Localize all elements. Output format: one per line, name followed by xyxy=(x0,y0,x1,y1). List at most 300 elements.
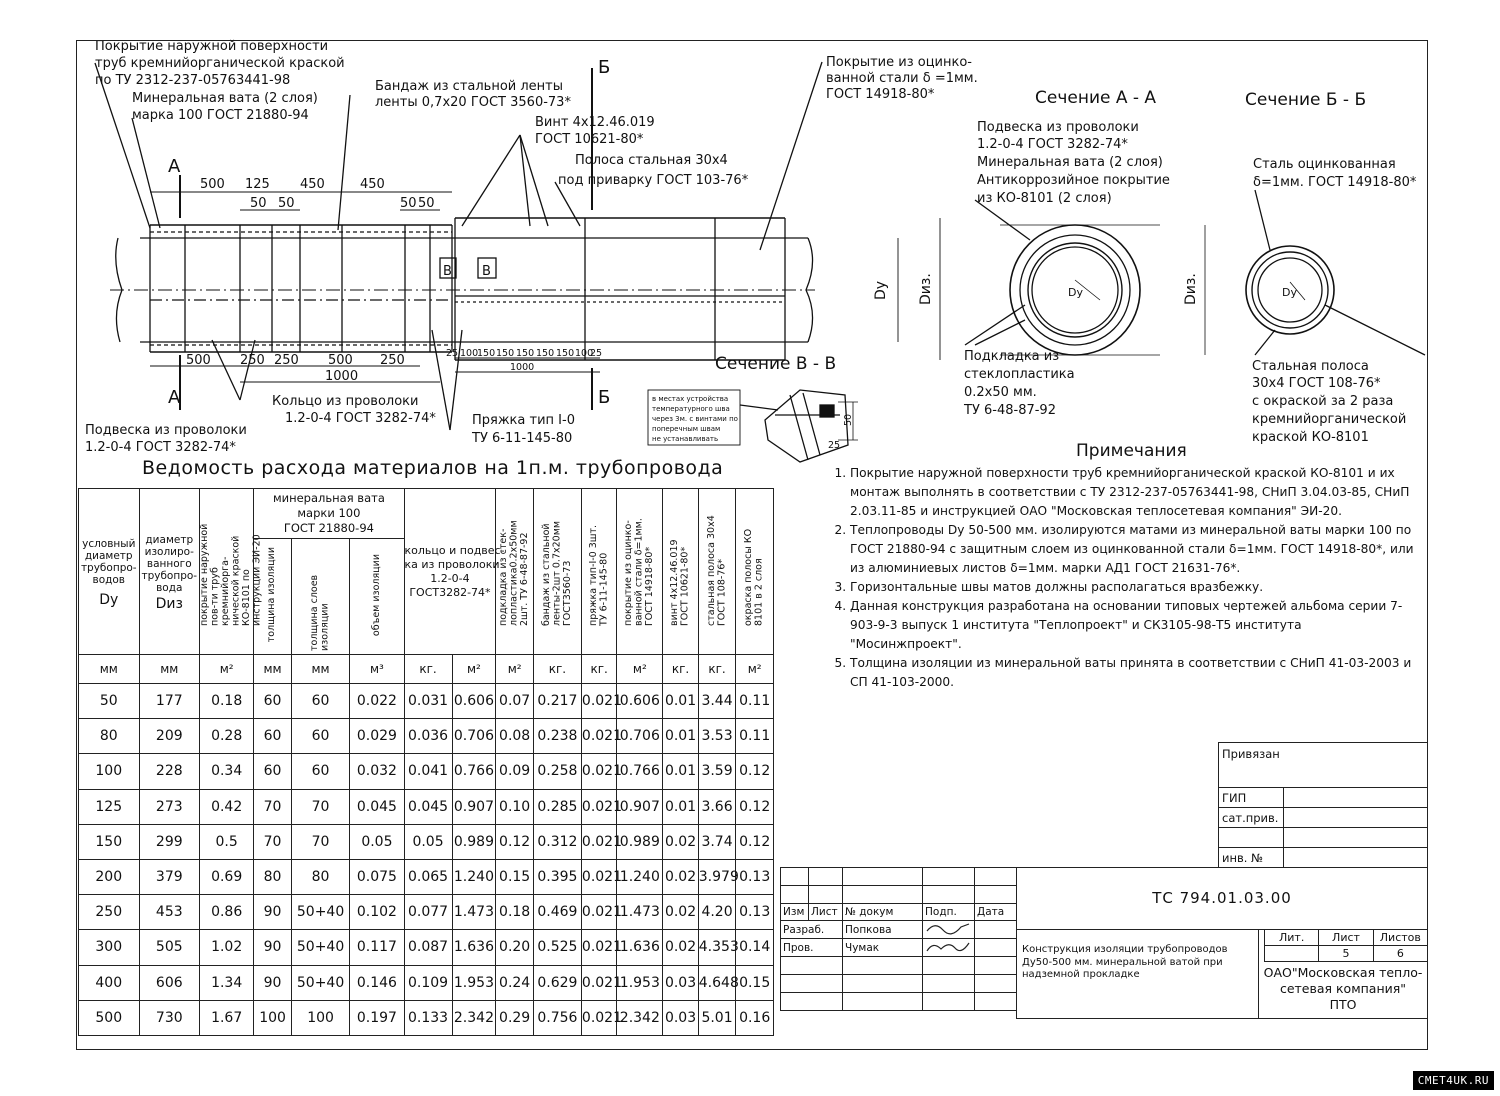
hdr-strip xyxy=(698,489,736,655)
hdr-dy-sym: Dу xyxy=(99,591,119,608)
rev-hdr-izm: Изм xyxy=(781,903,809,921)
table-cell: 3.44 xyxy=(698,684,736,719)
table-cell: 1.473 xyxy=(617,895,663,930)
dim-vv-25: 25 xyxy=(828,440,841,451)
table-cell: 228 xyxy=(139,754,200,789)
table-cell: 0.238 xyxy=(533,719,581,754)
callout-buckle-2: ТУ 6-11-145-80 xyxy=(472,431,573,446)
table-cell: 125 xyxy=(79,789,140,824)
note-item: 1. Покрытие наружной поверхности труб кремнийорганической краской КО-8101 и их монтаж выполнять в соответствии с ТУ 2312-237-05763441-98, СНиП 3.04.03-85, СНиП 2.03.11-85 и инструкцией ОАО "Московская теплосетевая компания" ЭИ-20. xyxy=(850,464,1415,521)
table-cell: 80 xyxy=(291,859,349,894)
section-bb-drawing xyxy=(1246,190,1425,355)
table-cell: 453 xyxy=(139,895,200,930)
hdr-coating xyxy=(199,489,263,655)
unit-cell: кг. xyxy=(404,655,452,684)
table-cell: 0.629 xyxy=(533,965,581,1000)
hdr-dy-2: диаметр xyxy=(84,549,133,562)
callout-strip-1: Полоса стальная 30х4 xyxy=(575,153,728,168)
table-cell: 0.021 xyxy=(581,965,616,1000)
table-cell: 90 xyxy=(254,930,292,965)
unit-cell: кг. xyxy=(698,655,736,684)
table-cell: 0.021 xyxy=(581,719,616,754)
table-cell: 0.021 xyxy=(581,824,616,859)
unit-cell: кг. xyxy=(533,655,581,684)
hdr-wool-3: ГОСТ 21880-94 xyxy=(283,521,374,535)
table-cell: 80 xyxy=(79,719,140,754)
mark-a-top: А xyxy=(168,156,181,177)
table-cell: 1.473 xyxy=(452,895,496,930)
hdr-dy-4: водов xyxy=(92,573,125,586)
table-cell: 0.907 xyxy=(452,789,496,824)
table-cell: 200 xyxy=(79,859,140,894)
table-cell: 0.766 xyxy=(617,754,663,789)
table-cell: 0.15 xyxy=(496,859,534,894)
rev-hdr-sign: Подп. xyxy=(923,903,975,921)
unit-cell: мм xyxy=(139,655,200,684)
vv-note-3: через 3м. с винтами по xyxy=(652,415,738,423)
aa-label-2: 1.2-0-4 ГОСТ 3282-74* xyxy=(977,137,1128,152)
table-cell: 0.021 xyxy=(581,859,616,894)
table-cell: 0.05 xyxy=(350,824,404,859)
hdr-screw-text: винт 4х12.46.019 ГОСТ 10621-80* xyxy=(669,539,691,626)
table-cell: 0.01 xyxy=(663,684,698,719)
hdr-paint xyxy=(736,489,774,655)
table-cell: 3.66 xyxy=(698,789,736,824)
dim-bot-250b: 250 xyxy=(274,353,299,368)
table-cell: 0.756 xyxy=(533,1000,581,1035)
binding-blank-value xyxy=(1284,828,1428,848)
dim-bot-250c: 250 xyxy=(380,353,405,368)
table-cell: 50+40 xyxy=(291,895,349,930)
table-cell: 0.021 xyxy=(581,930,616,965)
stamp-sheets xyxy=(1264,929,1428,962)
table-cell: 1.240 xyxy=(452,859,496,894)
table-cell: 0.029 xyxy=(350,719,404,754)
table-cell: 0.133 xyxy=(404,1000,452,1035)
callout-band-1: Бандаж из стальной ленты xyxy=(375,79,564,94)
unit-cell: мм xyxy=(254,655,292,684)
hdr-diz-sym: Dиз xyxy=(155,595,183,612)
table-cell: 0.217 xyxy=(533,684,581,719)
table-cell: 177 xyxy=(139,684,200,719)
hdr-wool-volume xyxy=(350,539,404,655)
rev-hdr-list: Лист xyxy=(809,903,843,921)
table-row xyxy=(79,719,774,754)
table-cell: 50 xyxy=(79,684,140,719)
table-cell: 0.109 xyxy=(404,965,452,1000)
aa-bottom-3: 0.2х50 мм. xyxy=(964,385,1037,400)
chk-role: Пров. xyxy=(781,939,843,957)
table-cell: 0.041 xyxy=(404,754,452,789)
binding-gip: ГИП xyxy=(1219,788,1284,808)
table-cell: 0.18 xyxy=(496,895,534,930)
org-line-1: ОАО"Московская тепло- xyxy=(1263,965,1423,980)
table-cell: 0.021 xyxy=(581,895,616,930)
vv-note-2: температурного шва xyxy=(652,405,730,413)
table-cell: 0.022 xyxy=(350,684,404,719)
table-cell: 0.01 xyxy=(663,789,698,824)
hdr-diz-2: изолиро- xyxy=(144,545,194,558)
table-cell: 0.045 xyxy=(350,789,404,824)
hdr-dy-3: трубопро- xyxy=(80,561,137,574)
table-cell: 0.031 xyxy=(404,684,452,719)
table-row xyxy=(79,859,774,894)
hdr-strip-text: стальная полоса 30х4 ГОСТ 108-76* xyxy=(705,515,728,626)
table-cell: 0.03 xyxy=(663,965,698,1000)
unit-cell: м³ xyxy=(350,655,404,684)
dev-role: Разраб. xyxy=(781,921,843,939)
bb-bottom-4: кремнийорганической xyxy=(1252,412,1407,427)
binding-block xyxy=(1218,742,1428,868)
table-cell: 0.146 xyxy=(350,965,404,1000)
hdr-screw xyxy=(663,489,698,655)
dim-top-125: 125 xyxy=(245,177,270,192)
table-cell: 0.13 xyxy=(736,859,774,894)
table-cell: 2.342 xyxy=(617,1000,663,1035)
table-cell: 0.12 xyxy=(736,754,774,789)
callout-wool-2: марка 100 ГОСТ 21880-94 xyxy=(132,108,309,123)
table-row xyxy=(79,930,774,965)
aa-bottom-4: ТУ 6-48-87-92 xyxy=(964,403,1056,418)
table-cell: 0.05 xyxy=(404,824,452,859)
table-cell: 60 xyxy=(254,754,292,789)
section-vv-title: Сечение В - В xyxy=(715,354,837,374)
table-cell: 0.117 xyxy=(350,930,404,965)
hdr-band xyxy=(533,489,581,655)
table-cell: 100 xyxy=(291,1000,349,1035)
vv-note-4: поперечным швам xyxy=(652,425,721,433)
dim-r-100a: 100 xyxy=(460,348,479,359)
schedule-header-row xyxy=(79,489,774,539)
dim-vv-50: 50 xyxy=(843,413,854,426)
rev-hdr-doc: № докум xyxy=(843,903,923,921)
stamp-doc-name: Конструкция изоляции трубопроводов Ду50-500 мм. минеральной ватой при надземной прокладке xyxy=(1022,944,1228,980)
hdr-coating-text: покрытие наружной пов-ти труб кремнийорга- нической краской КО-8101 по инструкции ЭИ-20 xyxy=(199,523,263,626)
hdr-wool-2: марки 100 xyxy=(297,506,361,520)
dim-top-450a: 450 xyxy=(300,177,325,192)
mark-v-right: В xyxy=(482,264,491,279)
table-cell: 4.648 xyxy=(698,965,736,1000)
table-cell: 0.29 xyxy=(496,1000,534,1035)
table-cell: 0.989 xyxy=(452,824,496,859)
rev-hdr-date: Дата xyxy=(975,903,1017,921)
table-cell: 0.102 xyxy=(350,895,404,930)
table-cell: 90 xyxy=(254,895,292,930)
dim-r-150d: 150 xyxy=(536,348,555,359)
callout-band-2: ленты 0,7х20 ГОСТ 3560-73* xyxy=(375,95,571,110)
hdr-wool-layers-text: толщина слоев изоляции xyxy=(309,574,331,651)
table-cell: 60 xyxy=(291,719,349,754)
mark-dy-aa: Dу xyxy=(1068,286,1083,299)
table-cell: 0.197 xyxy=(350,1000,404,1035)
table-cell: 250 xyxy=(79,895,140,930)
table-cell: 70 xyxy=(291,824,349,859)
table-cell: 150 xyxy=(79,824,140,859)
hdr-wool xyxy=(254,489,404,539)
table-cell: 0.706 xyxy=(452,719,496,754)
table-cell: 4.353 xyxy=(698,930,736,965)
hdr-liner xyxy=(496,489,534,655)
dim-r-25a: 25 xyxy=(446,348,459,359)
table-cell: 0.34 xyxy=(200,754,254,789)
aa-label-4: Антикоррозийное покрытие xyxy=(977,173,1170,188)
table-cell: 0.036 xyxy=(404,719,452,754)
hdr-paint-text: окраска полосы КО 8101 в 2 слоя xyxy=(743,528,765,626)
table-cell: 0.18 xyxy=(200,684,254,719)
bb-bottom-3: с окраской за 2 раза xyxy=(1252,394,1394,409)
mark-dy-bb: Dу xyxy=(1282,286,1297,299)
stamp-revisions xyxy=(780,867,1017,1011)
callout-coating-1: Покрытие наружной поверхности xyxy=(95,39,329,54)
table-cell: 0.03 xyxy=(663,1000,698,1035)
table-cell: 0.16 xyxy=(736,1000,774,1035)
mark-diz-aa: Dиз. xyxy=(1183,273,1199,305)
dim-r-150b: 150 xyxy=(496,348,515,359)
note-item: 3. Горизонтальные швы матов должны располагаться вразбежку. xyxy=(850,578,1415,597)
callout-hanger-1: Подвеска из проволоки xyxy=(85,423,247,438)
table-cell: 379 xyxy=(139,859,200,894)
table-cell: 1.636 xyxy=(617,930,663,965)
callout-screw-2: ГОСТ 10621-80* xyxy=(535,132,644,147)
hdr-diz-5: вода xyxy=(156,581,183,594)
table-cell: 0.045 xyxy=(404,789,452,824)
bb-bottom-2: 30х4 ГОСТ 108-76* xyxy=(1252,376,1381,391)
callout-galv-1: Покрытие из оцинко- xyxy=(826,55,972,70)
dim-bot-500a: 500 xyxy=(186,353,211,368)
callout-coating-3: по ТУ 2312-237-05763441-98 xyxy=(95,73,291,88)
table-cell: 0.12 xyxy=(736,824,774,859)
mark-b-top: Б xyxy=(598,57,611,78)
table-cell: 0.469 xyxy=(533,895,581,930)
dim-r-150c: 150 xyxy=(516,348,535,359)
callout-ring-1: Кольцо из проволоки xyxy=(272,394,419,409)
table-cell: 5.01 xyxy=(698,1000,736,1035)
table-cell: 1.02 xyxy=(200,930,254,965)
hdr-wool-volume-text: объем изоляции xyxy=(370,553,382,637)
hdr-diz-1: диаметр xyxy=(145,533,194,546)
table-cell: 3.74 xyxy=(698,824,736,859)
materials-schedule xyxy=(78,488,774,1036)
dim-bot-1000: 1000 xyxy=(325,369,359,384)
table-cell: 3.53 xyxy=(698,719,736,754)
binding-head: Привязан xyxy=(1219,743,1428,788)
vv-note-5: не устанавливать xyxy=(652,435,719,443)
table-cell: 0.01 xyxy=(663,719,698,754)
hdr-diz-3: ванного xyxy=(146,557,192,570)
table-cell: 0.5 xyxy=(200,824,254,859)
table-cell: 0.86 xyxy=(200,895,254,930)
schedule-body xyxy=(79,684,774,1036)
table-cell: 0.395 xyxy=(533,859,581,894)
table-cell: 0.42 xyxy=(200,789,254,824)
table-cell: 0.02 xyxy=(663,859,698,894)
table-cell: 0.02 xyxy=(663,895,698,930)
table-row xyxy=(79,684,774,719)
chk-signature xyxy=(923,939,975,957)
note-item: 5. Толщина изоляции из минеральной ваты принята в соответствии с СНиП 41-03-2003 и СП 41-103-2000. xyxy=(850,654,1415,692)
table-cell: 730 xyxy=(139,1000,200,1035)
table-cell: 0.606 xyxy=(452,684,496,719)
section-bb-title: Сечение Б - Б xyxy=(1245,90,1367,110)
hdr-ring-3: 1.2-0-4 xyxy=(430,571,470,585)
table-cell: 0.021 xyxy=(581,684,616,719)
aa-label-3: Минеральная вата (2 слоя) xyxy=(977,155,1163,170)
table-cell: 0.20 xyxy=(496,930,534,965)
table-cell: 0.766 xyxy=(452,754,496,789)
hdr-buckle-text: пряжка тип-I-0 3шт. ТУ 6-11-145-80 xyxy=(587,524,610,626)
dim-r-25b: 25 xyxy=(590,348,603,359)
hdr-ring xyxy=(404,489,505,655)
sheet-total: 6 xyxy=(1373,946,1427,962)
hdr-diz-4: трубопро- xyxy=(141,569,198,582)
table-row xyxy=(79,895,774,930)
table-cell: 0.15 xyxy=(736,965,774,1000)
hdr-dy xyxy=(79,489,140,655)
hdr-ring-1: кольцо и подвес- xyxy=(404,543,505,557)
callout-galv-2: ванной стали δ =1мм. xyxy=(826,71,978,86)
callout-ring-2: 1.2-0-4 ГОСТ 3282-74* xyxy=(285,411,436,426)
dim-bot-500b: 500 xyxy=(328,353,353,368)
dev-signature xyxy=(923,921,975,939)
table-cell: 273 xyxy=(139,789,200,824)
table-cell: 0.12 xyxy=(496,824,534,859)
table-cell: 70 xyxy=(254,824,292,859)
table-row xyxy=(79,1000,774,1035)
hdr-wool-1: минеральная вата xyxy=(272,491,385,505)
binding-inv-value xyxy=(1284,848,1428,868)
table-cell: 60 xyxy=(254,719,292,754)
table-cell: 60 xyxy=(254,684,292,719)
notes-title: Примечания xyxy=(1076,441,1187,461)
table-cell: 0.989 xyxy=(617,824,663,859)
bb-top-2: δ=1мм. ГОСТ 14918-80* xyxy=(1253,175,1417,190)
table-cell: 0.12 xyxy=(736,789,774,824)
table-cell: 60 xyxy=(291,754,349,789)
table-cell: 0.021 xyxy=(581,754,616,789)
table-cell: 400 xyxy=(79,965,140,1000)
binding-blank-label xyxy=(1219,828,1284,848)
table-row xyxy=(79,824,774,859)
hdr-wool-thick-text: толщина изоляции xyxy=(266,547,278,643)
unit-cell: м² xyxy=(200,655,254,684)
dim-top-450b: 450 xyxy=(360,177,385,192)
binding-sat-value xyxy=(1284,808,1428,828)
hdr-wool-layers xyxy=(291,539,349,655)
hdr-band-text: бандаж из стальной ленты-2шт 0.7х20мм ГОСТ3560-73 xyxy=(540,520,573,626)
table-cell: 0.706 xyxy=(617,719,663,754)
table-cell: 80 xyxy=(254,859,292,894)
table-cell: 3.59 xyxy=(698,754,736,789)
dim-bot-250a: 250 xyxy=(240,353,265,368)
table-cell: 0.312 xyxy=(533,824,581,859)
dim-r-1000: 1000 xyxy=(510,362,535,373)
table-cell: 0.08 xyxy=(496,719,534,754)
table-cell: 1.240 xyxy=(617,859,663,894)
dim-top-500: 500 xyxy=(200,177,225,192)
table-cell: 4.20 xyxy=(698,895,736,930)
sheet-hdr-total: Листов xyxy=(1373,930,1427,946)
table-cell: 50+40 xyxy=(291,965,349,1000)
table-cell: 0.606 xyxy=(617,684,663,719)
table-cell: 505 xyxy=(139,930,200,965)
table-cell: 1.67 xyxy=(200,1000,254,1035)
table-row xyxy=(79,754,774,789)
table-cell: 3.979 xyxy=(698,859,736,894)
table-cell: 0.021 xyxy=(581,789,616,824)
unit-cell: м² xyxy=(452,655,496,684)
hdr-galv-text: покрытие из оцинко- ванной стали δ=1мм. ГОСТ 14918-80* xyxy=(623,518,656,626)
dim-r-100b: 100 xyxy=(575,348,594,359)
table-cell: 0.02 xyxy=(663,930,698,965)
org-line-3: ПТО xyxy=(1329,997,1357,1012)
table-cell: 0.021 xyxy=(581,1000,616,1035)
bb-bottom-5: краской КО-8101 xyxy=(1252,430,1369,445)
table-row xyxy=(79,789,774,824)
table-cell: 0.065 xyxy=(404,859,452,894)
schedule-units-row xyxy=(79,655,774,684)
callout-coating-2: труб кремнийорганической краской xyxy=(95,56,345,71)
table-row xyxy=(79,965,774,1000)
section-aa-title: Сечение А - А xyxy=(1035,88,1157,108)
table-cell: 0.087 xyxy=(404,930,452,965)
section-aa-drawing xyxy=(965,200,1205,355)
table-cell: 0.10 xyxy=(496,789,534,824)
binding-gip-value xyxy=(1284,788,1428,808)
sheet-number: 5 xyxy=(1319,946,1373,962)
table-cell: 606 xyxy=(139,965,200,1000)
dim-top-50d: 50 xyxy=(418,196,435,211)
schedule-title: Ведомость расхода материалов на 1п.м. трубопровода xyxy=(142,457,724,479)
table-cell: 0.258 xyxy=(533,754,581,789)
hdr-ring-4: ГОСТ3282-74* xyxy=(409,585,491,599)
hdr-liner-text: подкладка из стек- лопластика0.2х50мм 2шт. ТУ 6-48-87-92 xyxy=(497,520,530,626)
callout-hanger-2: 1.2-0-4 ГОСТ 3282-74* xyxy=(85,440,236,455)
sheet-hdr-lit: Лит. xyxy=(1265,930,1319,946)
unit-cell: мм xyxy=(291,655,349,684)
dim-r-150e: 150 xyxy=(556,348,575,359)
stamp-code: ТС 794.01.03.00 xyxy=(1152,889,1292,907)
unit-cell: кг. xyxy=(663,655,698,684)
table-cell: 0.285 xyxy=(533,789,581,824)
hdr-diz xyxy=(139,489,200,655)
callout-galv-3: ГОСТ 14918-80* xyxy=(826,87,935,102)
table-cell: 0.69 xyxy=(200,859,254,894)
callout-wool-1: Минеральная вата (2 слоя) xyxy=(132,91,318,106)
table-cell: 1.34 xyxy=(200,965,254,1000)
table-cell: 0.11 xyxy=(736,684,774,719)
mark-a-bottom: А xyxy=(168,387,181,408)
table-cell: 299 xyxy=(139,824,200,859)
unit-cell: кг. xyxy=(581,655,616,684)
table-cell: 100 xyxy=(79,754,140,789)
notes-list xyxy=(830,464,1415,692)
aa-label-1: Подвеска из проволоки xyxy=(977,120,1139,135)
mark-diz: Dиз. xyxy=(918,273,934,305)
aa-bottom-1: Подкладка из xyxy=(964,349,1060,364)
table-cell: 0.28 xyxy=(200,719,254,754)
org-line-2: сетевая компания" xyxy=(1279,981,1407,996)
unit-cell: м² xyxy=(617,655,663,684)
vv-note-1: в местах устройства xyxy=(652,395,729,403)
table-cell: 300 xyxy=(79,930,140,965)
table-cell: 60 xyxy=(291,684,349,719)
stamp-organization xyxy=(1258,965,1428,1013)
watermark: СМЕТ4UK.RU xyxy=(1413,1071,1494,1090)
hdr-galv xyxy=(617,489,663,655)
table-cell: 0.13 xyxy=(736,895,774,930)
dim-top-50c: 50 xyxy=(400,196,417,211)
unit-cell: м² xyxy=(496,655,534,684)
